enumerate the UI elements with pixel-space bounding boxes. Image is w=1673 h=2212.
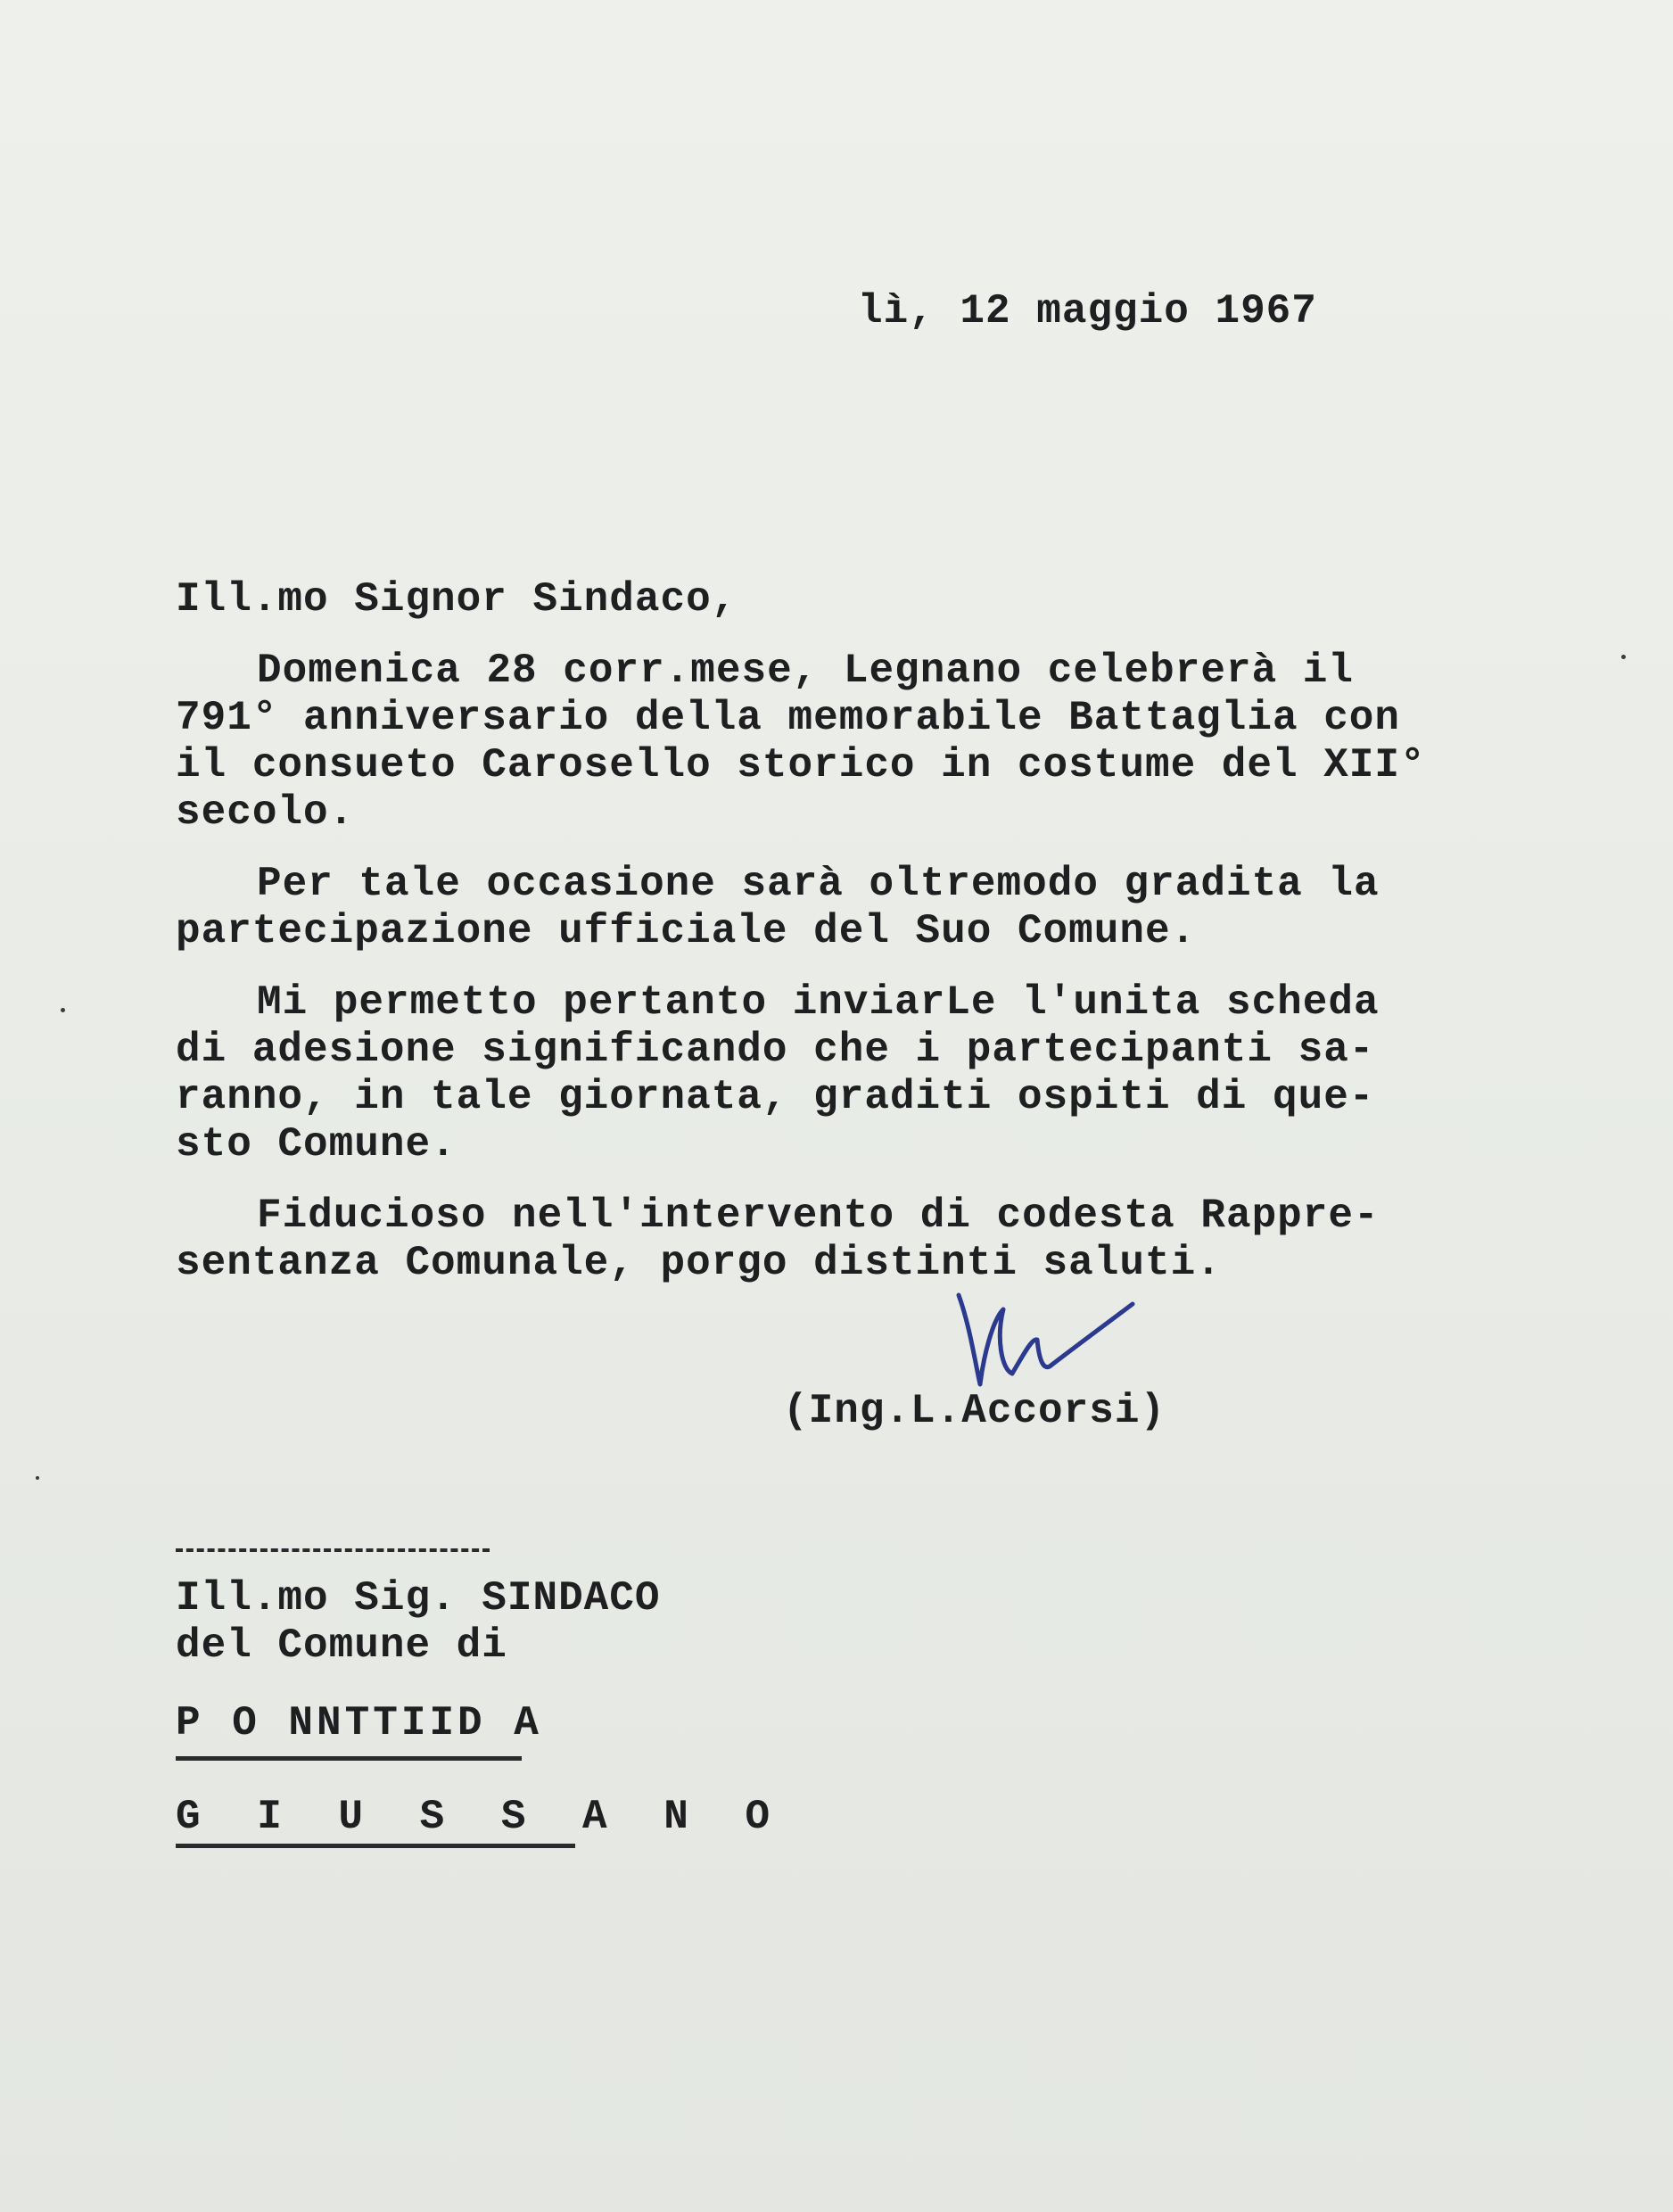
letter-date: lì, 12 maggio 1967	[858, 288, 1317, 334]
body-line: ranno, in tale giornata, graditi ospiti di que-	[176, 1074, 1375, 1120]
address-town-overtyped: P O NNTTIID A	[176, 1700, 542, 1746]
address-line: Ill.mo Sig. SINDACO	[176, 1575, 661, 1622]
body-line: Fiducioso nell'intervento di codesta Rappre-	[257, 1193, 1380, 1239]
body-line: di adesione significando che i partecipanti sa-	[176, 1027, 1375, 1073]
address-town: G I U S S A N O	[176, 1794, 787, 1840]
paper-speck	[36, 1476, 39, 1480]
body-line: Domenica 28 corr.mese, Legnano celebrerà il	[257, 648, 1354, 694]
paper-speck	[61, 1008, 65, 1012]
body-line: il consueto Carosello storico in costume del XII°	[176, 742, 1426, 788]
body-line: Mi permetto pertanto inviarLe l'unita scheda	[257, 979, 1380, 1026]
divider	[176, 1548, 490, 1552]
body-line: Per tale occasione sarà oltremodo gradita la	[257, 861, 1380, 907]
salutation: Ill.mo Signor Sindaco,	[176, 576, 738, 623]
body-line: secolo.	[176, 789, 355, 836]
body-line: 791° anniversario della memorabile Battaglia con	[176, 695, 1401, 741]
town-underline	[176, 1844, 575, 1848]
signatory-name: (Ing.L.Accorsi)	[783, 1388, 1166, 1434]
address-line: del Comune di	[176, 1622, 507, 1669]
body-line: partecipazione ufficiale del Suo Comune.	[176, 908, 1197, 954]
handwritten-signature	[950, 1284, 1146, 1391]
body-line: sto Comune.	[176, 1121, 457, 1168]
paper-speck	[1621, 655, 1626, 659]
body-line: sentanza Comunale, porgo distinti saluti.	[176, 1240, 1222, 1286]
town-underline	[176, 1756, 522, 1761]
